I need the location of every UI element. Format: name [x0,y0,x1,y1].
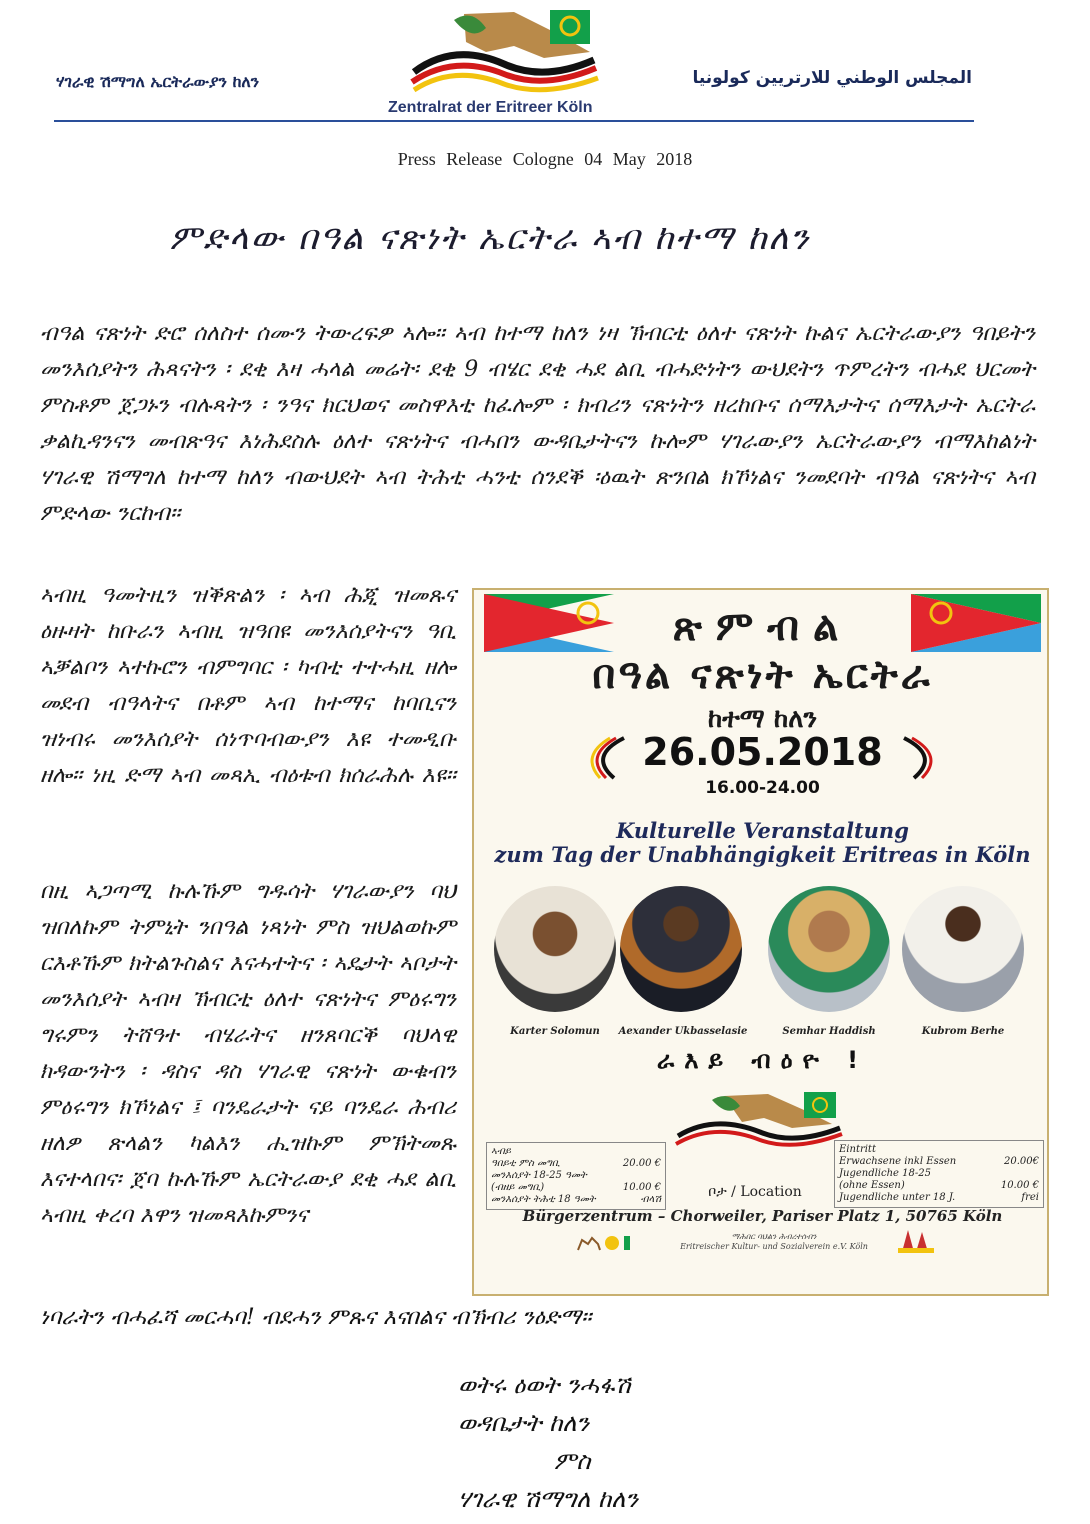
location-label: ቦታ / Location [708,1184,802,1200]
artist-photo-3 [768,886,890,1012]
document-title: ምድላው በዓል ናጽነት ኤርትራ ኣብ ከተማ ከለን [169,218,811,258]
council-logo [394,2,614,94]
price-header-de: Eintritt [839,1144,876,1155]
artist-photo-1 [494,886,616,1012]
price-label: (ብዘይ መግቢ) [491,1182,545,1193]
price-box-german [834,1140,1044,1208]
artist-name-2: Aexander Ukbasselasie [618,1026,748,1037]
price-label: መንእሰያት 18-25 ዓመት [491,1170,587,1181]
poster-council-logo [664,1088,854,1154]
artist-name-3: Semhar Haddish [782,1026,876,1037]
header-divider [54,120,974,122]
price-label: ዓበይቲ ምስ መግቢ [491,1158,560,1169]
price-box-tigrinya [486,1142,666,1210]
poster-tagline: ራእይ ብዕዮ ! [656,1046,869,1074]
price-label: Jugendliche unter 18 J. [839,1192,956,1203]
paragraph-3: በዚ ኣጋጣሚ ኩሉኹም ግዱሳት ሃገራውያን ባህ ዝበለኩም ትምኒት ንበዓል ነጻነት ምስ ዝህልወኩም ርእቶኹም ክትልጉስልና እናሓተትና ፡ ኣዴታት ኣቦታት መንእሰያት ኣብዛ ኽብርቲ ዕለተ ናጽነትና ምዕሩግን ግሩምን ትሸዓተ ብሄራትና ዘንጸባርቕ ባህላዊ ክዳውንትን ፡ ዳስና ዳስ ሃገራዊ ናጽነት ውቁብን ምዕሩግን ክኾነልና ፤ ባንዴራታት ናይ ባንዴራ ሕብሪ ዘለዎ ጽላልን ካልእን ሒዝኩም ምኽትመጹ እናተላበና፡ ጀባ ኩሉኹም ኤርትራውያ ደቂ ሓደ ልቢ ኣብዚ ቀረባ እዋን ዝመጻእኩምንና [40,879,456,1228]
price-label: መንእሰያት ትሕቲ 18 ዓመት [491,1194,596,1205]
price-value: ብላሽ [640,1194,661,1205]
cathedral-icon [894,1228,954,1254]
poster-subtitle-line2: zum Tag der Unabhängigkeit Eritreas in Köln [494,842,1031,867]
signature-line-3: ምስ [554,1447,591,1475]
poster-time: 16.00-24.00 [705,778,820,798]
logo-org-name: Zentralrat der Eritreer Köln [388,99,593,116]
poster-title-line2: በዓል ናጽነት ኤርትራ [592,652,933,698]
signature-line-1: ወትሩ ዕወት ንሓፋሽ [458,1371,631,1399]
poster-title-line1: ጽምብል [672,604,853,650]
artist-photo-4 [902,886,1024,1012]
price-value: 20.00€ [1004,1156,1039,1167]
poster-date: 26.05.2018 [642,730,883,774]
paragraph-3-tail: ነባራትን ብሓፈሻ መርሓባ! ብደሓን ምጹና እናበልና ብኽብሪ ንዕድማ። [40,1305,592,1330]
artist-photo-2 [620,886,742,1012]
artist-name-4: Kubrom Berhe [921,1026,1005,1037]
poster-org-credit [624,1232,924,1251]
event-address: Bürgerzentrum – Chorweiler, Pariser Platz 1, 50765 Köln [522,1207,1003,1225]
price-label: Jugendliche 18-25 [839,1168,931,1179]
price-value: 10.00 € [622,1182,661,1193]
signature-line-4: ሃገራዊ ሽማግለ ከለን [458,1485,639,1513]
press-release-line: Press Release Cologne 04 May 2018 [397,149,693,169]
price-value: 20.00 € [622,1158,661,1169]
signature-block [458,1366,718,1518]
paragraph-2: ኣብዚ ዓመትዚን ዝቕጽልን ፡ ኣብ ሕጂ ዝመጹና ዕዙዛት ከቡራን ኣብዚ ዝዓበዩ መንእሰያትናን ዓቢ ኣቓልቦን ኣተኩሮን ብምግባር ፡ ካብቲ ተተሓዚ ዘሎ መደብ ብዓላትና በቶም ኣብ ከተማና ከባቢናን ዝነብሩ መንእሰያት ሰነጥባብውያን እዩ ተመዲቡ ዘሎ። ነዚ ድማ ኣብ መጻኢ ብዕቱብ ክሰራሕሉ እዩ። [40,583,456,788]
artist-name-1: Karter Solomun [510,1026,600,1037]
price-header-ti: ኣብይ [491,1146,511,1157]
paragraph-1: ብዓል ናጽነት ድሮ ሰለስተ ሰሙን ትውረፍዎ ኣሎ። ኣብ ከተማ ከለን ነዛ ኽብርቲ ዕለተ ናጽነት ኩልና ኤርትራውያን ዓበይትን መንእሰያትን ሕጻናትን ፡ ደቂ እዛ ሓላል መሬት፡ ደቂ 9 ብሄር ደቂ ሓደ ልቢ ብሓድነትን ውህደትን ጥምረትን ብሓደ ህርመት ምስቶም ጀጋኑን ብሉጻትን ፡ ንዓና ክርህወና መስዋእቲ ከፈሎም ፡ ክብሪን ናጽነትን ዘረከቡና ሰማእታትና ሰማእታት ኤርትራ ቃልኪዳንናን መብጽዓና እነሕደስሉ ዕለተ ናጽነትና ብሓበን ውዳቤታትናን ኩሎም ሃገራውያን ኤርትራውያን ብማእከልነት ሃገራዊ ሽማግለ ከተማ ከለን ብውህደት ኣብ ትሕቲ ሓንቲ ሰንደቕ ፡ዕዉት ጽንበል ክኾነልና ንመደባት ብዓል ናጽነትና ኣብ ምድላው ንርከብ። [40,321,1035,526]
price-label: Erwachsene inkl Essen [839,1156,957,1167]
poster-subtitle-line1: Kulturelle Veranstaltung [616,818,909,843]
event-poster [472,588,1049,1296]
poster-city: ከተማ ከለን [707,704,818,734]
org-line-ti: ማሕበር ባህልን ሕብረተሰብን [731,1232,817,1241]
price-label: (ohne Essen) [839,1180,905,1191]
header-right-org: المجلس الوطني للارتريين كولونيا [692,68,972,88]
price-value: 10.00 € [1000,1180,1039,1191]
org-line-de: Eritreischer Kultur- und Sozialverein e.V. Köln [680,1242,868,1251]
price-value: frei [1021,1192,1039,1203]
signature-line-2: ወዳቤታት ከለን [458,1409,590,1437]
header-left-org: ሃገራዊ ሽማግለ ኤርትራውያን ከለን [56,72,260,91]
